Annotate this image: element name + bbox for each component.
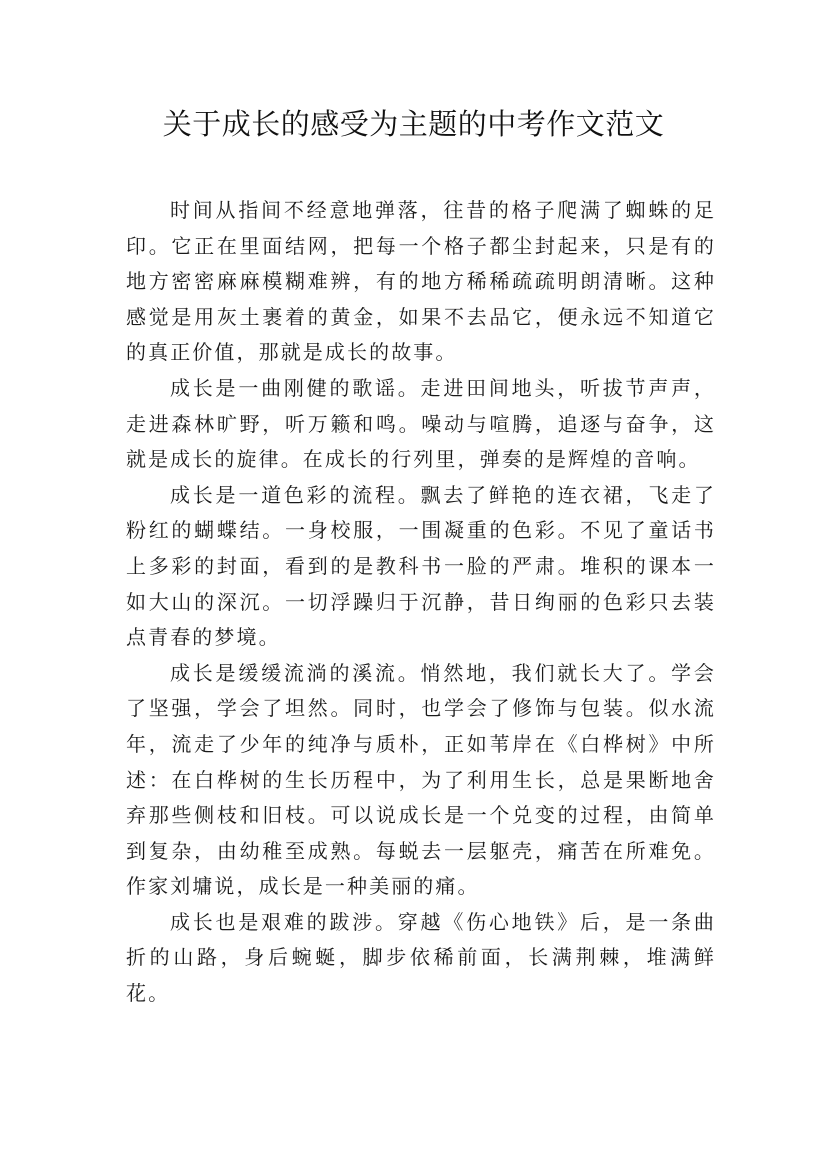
- paragraph-1: 时间从指间不经意地弹落，往昔的格子爬满了蜘蛛的足印。它正在里面结网，把每一个格子都尘封起来，只是有的地方密密麻麻模糊难辨，有的地方稀稀疏疏明朗清晰。这种感觉是用灰土裹着的黄金，如果不去品它，便永远不知道它的真正价值，那就是成长的故事。: [126, 198, 716, 365]
- paragraph-2: 成长是一曲刚健的歌谣。走进田间地头，听拔节声声，走进森林旷野，听万籁和鸣。噪动与喧腾，追逐与奋争，这就是成长的旋律。在成长的行列里，弹奏的是辉煌的音响。: [126, 375, 716, 472]
- document-title: 关于成长的感受为主题的中考作文范文: [162, 107, 665, 141]
- paragraph-4: 成长是缓缓流淌的溪流。悄然地，我们就长大了。学会了坚强，学会了坦然。同时，也学会了修饰与包装。似水流年，流走了少年的纯净与质朴，正如苇岸在《白桦树》中所述：在白桦树的生长历程中，为了利用生长，总是果断地舍弃那些侧枝和旧枝。可以说成长是一个兑变的过程，由简单到复杂，由幼稚至成熟。每蜕去一层躯壳，痛苦在所难免。作家刘墉说，成长是一种美丽的痛。: [126, 660, 716, 899]
- document-body: [126, 193, 716, 1012]
- paragraph-5: 成长也是艰难的跋涉。穿越《伤心地铁》后，是一条曲折的山路，身后蜿蜒，脚步依稀前面，长满荆棘，堆满鲜花。: [126, 909, 716, 1006]
- paragraph-3: 成长是一道色彩的流程。飘去了鲜艳的连衣裙，飞走了粉红的蝴蝶结。一身校服，一围凝重的色彩。不见了童话书上多彩的封面，看到的是教科书一脸的严肃。堆积的课本一如大山的深沉。一切浮躁归于沉静，昔日绚丽的色彩只去装点青春的梦境。: [126, 482, 716, 650]
